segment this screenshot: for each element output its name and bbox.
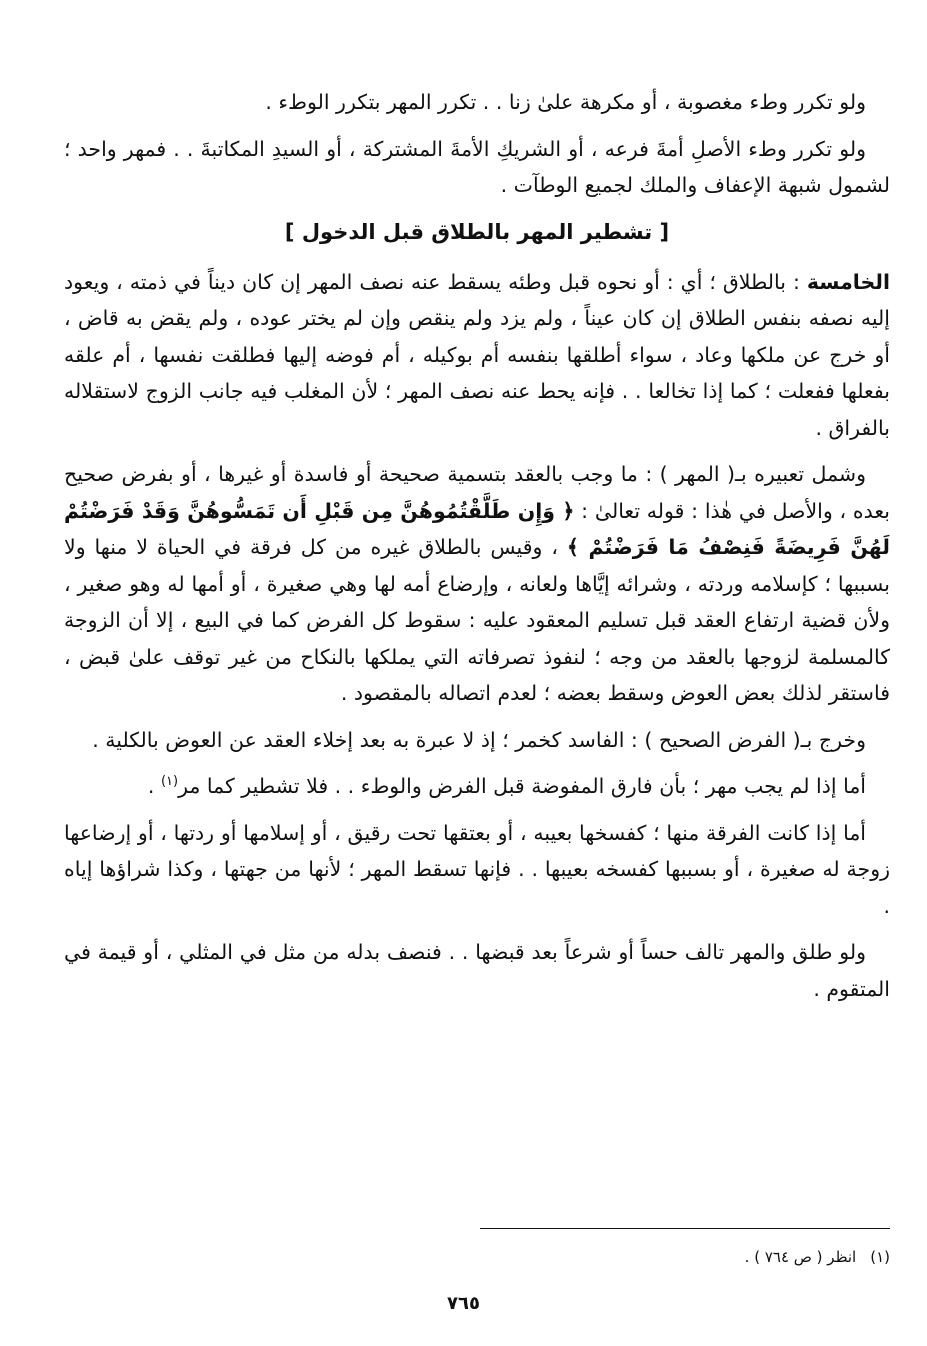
paragraph-6-text: أما إذا لم يجب مهر ؛ بأن فارق المفوضة قبل الفرض والوطء . . فلا تشطير كما مر [178, 774, 866, 798]
paragraph-7: أما إذا كانت الفرقة منها ؛ كفسخها بعيبه ، أو بعتقها تحت رقيق ، أو إسلامها أو ردتها ، أو إرضاعها زوجة له صغيرة ، أو بسببها كفسخه بعيبها . . فإنها تسقط المهر ؛ لأنها من جهتها ، وكذا شراؤها إياه . [64, 820, 890, 918]
paragraph-4-intro: وشمل تعبيره بـ( المهر ) : ما وجب بالعقد بتسمية صحيحة أو فاسدة أو غيرها ، أو بفرض صحيح بعده ، والأصل في هٰذا : قوله تعالىٰ : [64, 462, 890, 523]
quran-verse: ﴿ وَإِن طَلَّقْتُمُوهُنَّ مِن قَبْلِ أَن تَمَسُّوهُنَّ وَقَدْ فَرَضْتُمْ لَهُنَّ فَرِيضَةً فَنِصْفُ مَا فَرَضْتُمْ ﴾ [64, 498, 890, 559]
footnote-divider [480, 1228, 890, 1229]
paragraph-5: وخرج بـ( الفرض الصحيح ) : الفاسد كخمر ؛ إذ لا عبرة به بعد إخلاء العقد عن العوض بالكلية . [92, 727, 866, 752]
page-number: ٧٦٥ [447, 1293, 480, 1314]
footnote [290, 1246, 890, 1268]
section-heading: [ تشطير المهر بالطلاق قبل الدخول ] [284, 219, 670, 244]
page-body [64, 84, 890, 1017]
footnote-text: انظر ( ص ٧٦٤ ) . [744, 1248, 857, 1266]
paragraph-3-term: الخامسة [806, 269, 890, 294]
paragraph-4 [64, 456, 890, 712]
paragraph-6 [64, 768, 890, 805]
paragraph-2: ولو تكرر وطء الأصلِ أمةَ فرعه ، أو الشريكِ الأمةَ المشتركة ، أو السيدِ المكاتبةَ . . فمهر واحد ؛ لشمول شبهة الإعفاف والملك لجميع الوطآت . [64, 136, 890, 197]
footnote-reference[interactable]: (١) [160, 774, 179, 790]
paragraph-8: ولو طلق والمهر تالف حساً أو شرعاً بعد قبضها . . فنصف بدله من مثل في المثلي ، أو قيمة في المتقوم . [64, 940, 890, 1001]
paragraph-1: ولو تكرر وطء مغصوبة ، أو مكرهة علىٰ زنا . . تكرر المهر بتكرر الوطء . [265, 90, 866, 114]
footnote-number: (١) [870, 1248, 890, 1266]
paragraph-3 [64, 264, 890, 447]
paragraph-3-text: : بالطلاق ؛ أي : أو نحوه قبل وطئه يسقط عنه نصف المهر إن كان ديناً في ذمته ، ويعود إليه نصفه بنفس الطلاق إن كان عيناً ، ولم يزد ولم ينقص وإن لم يختر عوده ، ولم يقض به قاض ، أو خرج عن ملكها وعاد ، سواء أطلقها بنفسه أم بوكيله ، أم فوضه إليها فطلقت نفسها ، أم علقه بفعلها ففعلت ؛ كما إذا تخالعا . . فإنه يحط عنه نصف المهر ؛ لأن المغلب فيه جانب الزوج لاستقلاله بالفراق . [64, 269, 890, 440]
paragraph-4-text: ، وقيس بالطلاق غيره من كل فرقة في الحياة لا منها ولا بسببها ؛ كإسلامه وردته ، وشرائه إيَّاها ولعانه ، وإرضاع أمه لها وهي صغيرة ، أو أمها له وهو صغير ، ولأن قضية ارتفاع العقد قبل تسليم المعقود عليه : سقوط كل الفرض كما في البيع ، إلا أن الزوجة كالمسلمة لزوجها بالعقد من وجه ؛ لنفوذ تصرفاته التي يملكها بالنكاح من غير توقف علىٰ قبض ، فاستقر لذلك بعض العوض وسقط بعضه ؛ لعدم اتصاله بالمقصود . [64, 535, 890, 705]
paragraph-6-end: . [147, 774, 161, 798]
